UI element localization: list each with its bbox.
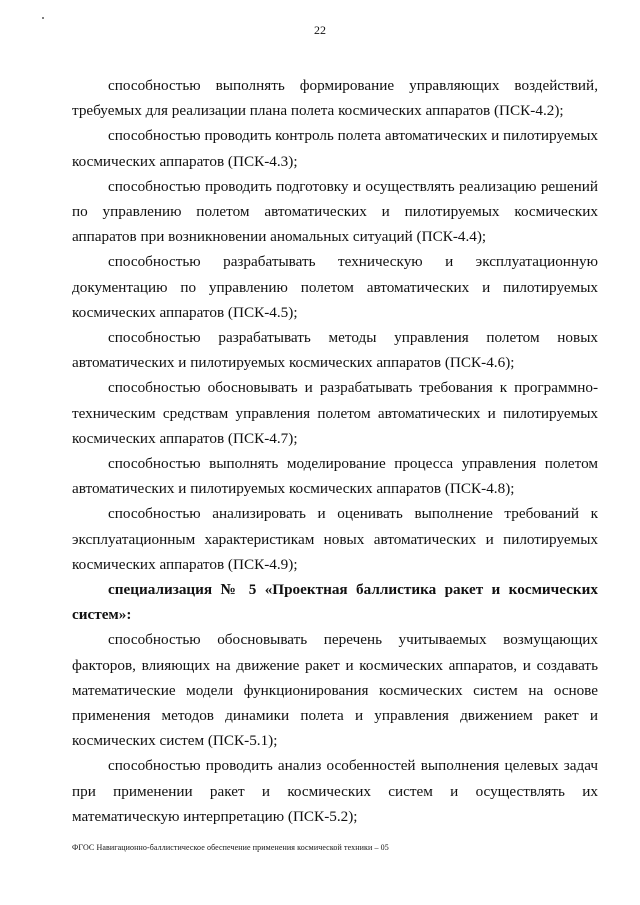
paragraph: способностью проводить подготовку и осуществлять реализацию решений по управлению полетом автоматических и пилотируемых космических аппаратов при возникновении аномальных ситуаций (ПСК-4.4); xyxy=(72,177,598,246)
page-footer: ФГОС Навигационно-баллистическое обеспечение применения космической техники – 05 xyxy=(72,843,389,852)
paragraph: способностью обосновывать и разрабатывать требования к программно-техническим средствам управления полетом автоматических и пилотируемых космических аппаратов (ПСК-4.7); xyxy=(72,379,598,447)
paragraph: способностью проводить контроль полета автоматических и пилотируемых космических аппаратов (ПСК-4.3); xyxy=(72,127,598,170)
paragraph: способностью разрабатывать методы управления полетом новых автоматических и пилотируемых космических аппаратов (ПСК-4.6); xyxy=(72,329,598,372)
paragraph: способностью проводить анализ особенностей выполнения целевых задач при применении ракет и космических систем и осуществлять их математическую интерпретацию (ПСК-5.2); xyxy=(72,757,598,825)
scan-speck xyxy=(42,17,44,19)
document-body xyxy=(72,73,598,829)
paragraph: способностью обосновывать перечень учитываемых возмущающих факторов, влияющих на движение ракет и космических аппаратов, и создавать математические модели функционирования космических систем на основе применения методов динамики полета и управления движением ракет и космических систем (ПСК-5.1); xyxy=(72,631,598,750)
paragraph: способностью выполнять моделирование процесса управления полетом автоматических и пилотируемых космических аппаратов (ПСК-4.8); xyxy=(72,455,598,498)
page-number: 22 xyxy=(314,23,326,37)
section-heading: специализация № 5 «Проектная баллистика ракет и космических систем»: xyxy=(72,581,598,624)
paragraph: способностью разрабатывать техническую и эксплуатационную документацию по управлению полетом автоматических и пилотируемых космических аппаратов (ПСК-4.5); xyxy=(72,253,598,321)
paragraph: способностью анализировать и оценивать выполнение требований к эксплуатационным характеристикам новых автоматических и пилотируемых космических аппаратов (ПСК-4.9); xyxy=(72,505,598,573)
paragraph: способностью выполнять формирование управляющих воздействий, требуемых для реализации плана полета космических аппаратов (ПСК-4.2); xyxy=(72,77,598,120)
